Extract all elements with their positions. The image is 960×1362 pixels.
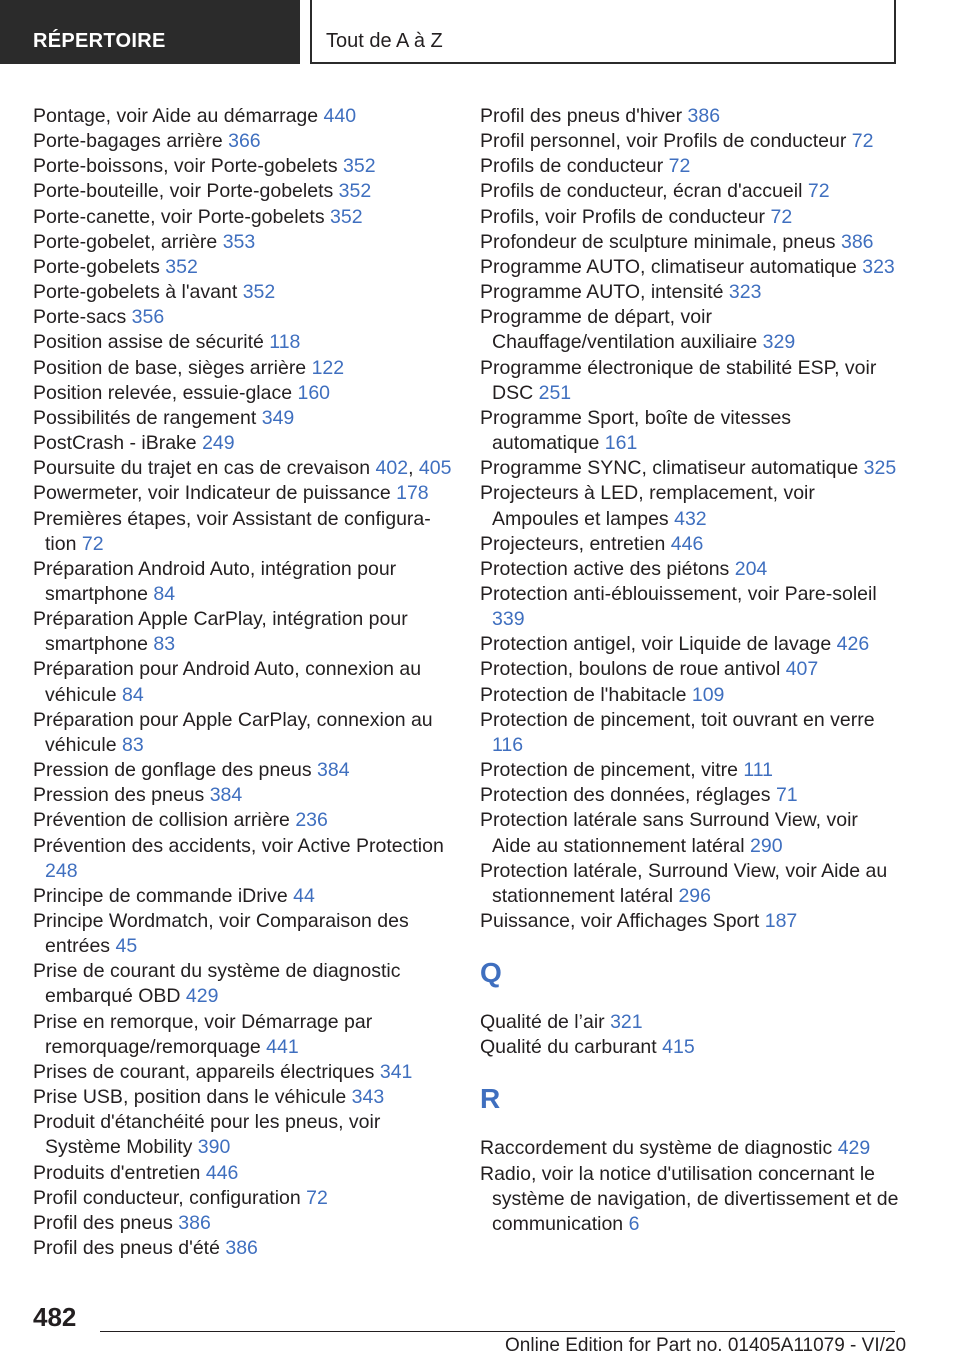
index-term: Qualité de l’air <box>480 1011 605 1034</box>
index-term: Projecteurs, entretien <box>480 532 666 555</box>
index-entry <box>33 179 453 204</box>
index-entry <box>33 884 453 909</box>
index-entry <box>33 1085 453 1110</box>
page-reference-link[interactable]: 432 <box>674 507 707 530</box>
page-reference-link[interactable]: 352 <box>330 205 363 228</box>
index-term: PostCrash - iBrake <box>33 432 197 455</box>
page-reference-link[interactable]: 323 <box>862 255 895 278</box>
page-reference-link[interactable]: 386 <box>225 1237 258 1260</box>
index-entry <box>480 305 900 355</box>
index-term: Programme AUTO, climatiseur automatique <box>480 255 857 278</box>
index-term: Porte-bagages arrière <box>33 130 223 153</box>
page-reference-link[interactable]: 352 <box>343 155 376 178</box>
index-entry <box>33 431 453 456</box>
page-reference-link[interactable]: 161 <box>604 432 638 455</box>
page-reference-link[interactable]: 352 <box>242 281 276 304</box>
index-entry <box>480 532 900 557</box>
chapter-title: Tout de A à Z <box>312 0 896 64</box>
index-entry <box>480 255 900 280</box>
index-term: Profil des pneus d'été <box>33 1237 220 1260</box>
index-term: Programme Sport, boîte de vitesses automatique <box>480 406 792 455</box>
index-entry <box>33 783 453 808</box>
index-entry <box>33 959 453 1009</box>
page-reference-link[interactable]: 426 <box>836 633 870 656</box>
index-entry <box>33 1110 453 1160</box>
index-term: Porte-boissons, voir Porte-gobelets <box>33 155 338 178</box>
index-term: Produits d'entretien <box>33 1161 201 1184</box>
index-letter-q: Q <box>480 957 502 989</box>
page-reference-link[interactable]: 83 <box>153 633 176 656</box>
index-term: Radio, voir la notice d'utilisation concernant le système de navigation, de divertissement et de communication <box>480 1162 899 1235</box>
page-reference-link[interactable]: 251 <box>538 381 572 404</box>
index-entry <box>33 1211 453 1236</box>
index-term: Préparation Apple CarPlay, intégration pour smartphone <box>33 608 408 656</box>
page-reference-link[interactable]: 384 <box>209 784 243 807</box>
index-term: Préparation Android Auto, intégration pour smartphone <box>33 557 397 605</box>
page-header <box>0 0 960 66</box>
index-group-r <box>480 1136 900 1237</box>
page-reference-link[interactable]: 296 <box>678 884 711 907</box>
footer-rule <box>100 1331 895 1332</box>
index-term: Pression de gonflage des pneus <box>33 759 312 782</box>
index-term: Puissance, voir Affichages Sport <box>480 910 760 932</box>
index-entry <box>480 356 900 406</box>
page-reference-link[interactable]: 248 <box>45 859 78 882</box>
index-term: Profils de conducteur <box>480 155 664 178</box>
page-reference-link[interactable]: 160 <box>297 381 331 404</box>
index-group-p <box>480 104 900 934</box>
index-entry <box>480 205 900 230</box>
page-reference-link[interactable]: 71 <box>775 784 798 807</box>
page-reference-link[interactable]: 386 <box>840 230 874 253</box>
index-term: Programme AUTO, intensité <box>480 281 724 304</box>
page-reference-link[interactable]: 6 <box>628 1212 640 1235</box>
index-entry <box>480 557 900 582</box>
page-reference-link[interactable]: 356 <box>131 306 165 329</box>
index-entry <box>480 129 900 154</box>
page-reference-link[interactable]: 116 <box>492 733 524 756</box>
index-term: Profils, voir Profils de conducteur <box>480 205 766 228</box>
page-reference-link[interactable]: 72 <box>306 1186 328 1209</box>
index-term: Prise de courant du système de diagnostic embarqué OBD <box>33 960 401 1008</box>
index-entry <box>480 657 900 682</box>
index-entry <box>480 683 900 708</box>
index-entry <box>480 481 900 531</box>
index-entry <box>33 230 453 255</box>
index-term: Porte-gobelets <box>33 255 160 278</box>
page-reference-link[interactable]: 352 <box>165 255 198 278</box>
index-entry <box>33 507 453 557</box>
index-entry <box>480 783 900 808</box>
page-reference-link[interactable]: 187 <box>764 910 798 932</box>
index-entry <box>480 406 900 456</box>
index-letter-r: R <box>480 1083 501 1115</box>
page-reference-link[interactable]: 45 <box>115 935 138 958</box>
index-entry <box>33 330 453 355</box>
index-term: Prévention des accidents, voir Active Protection <box>33 834 444 857</box>
page-reference-link[interactable]: 236 <box>295 809 328 832</box>
index-term: Protection de pincement, vitre <box>480 759 738 782</box>
index-entry <box>33 1236 453 1261</box>
index-entry <box>480 1035 900 1060</box>
index-entry <box>480 708 900 758</box>
index-term: Protection de pincement, toit ouvrant en verre <box>480 708 875 731</box>
index-term: Position relevée, essuie-glace <box>33 381 293 404</box>
index-entry <box>33 708 453 758</box>
page-reference-link[interactable]: 72 <box>668 155 691 178</box>
index-entry <box>480 104 900 129</box>
page-reference-link[interactable]: 429 <box>837 1137 871 1160</box>
index-entry <box>33 406 453 431</box>
index-term: Protection anti-éblouissement, voir Pare-soleil <box>480 582 877 605</box>
index-entry <box>480 808 900 858</box>
page-reference-link[interactable]: 339 <box>492 608 525 631</box>
index-term: Préparation pour Android Auto, connexion au véhicule <box>33 658 422 706</box>
index-entry <box>480 582 900 632</box>
index-term: Protection latérale sans Surround View, voir Aide au stationnement latéral <box>480 809 858 857</box>
index-term: Prise USB, position dans le véhicule <box>33 1086 347 1109</box>
page-reference-link[interactable]: 384 <box>317 759 350 782</box>
index-entry <box>33 607 453 657</box>
page-reference-link[interactable]: 405 <box>418 457 452 480</box>
page-reference-link[interactable]: 415 <box>662 1036 695 1059</box>
page-reference-link[interactable]: 290 <box>750 834 783 857</box>
index-entry <box>480 280 900 305</box>
index-entry <box>33 381 453 406</box>
index-term: Prévention de collision arrière <box>33 809 290 832</box>
index-term: Programme de départ, voir Chauffage/ventilation auxiliaire <box>480 306 758 354</box>
index-term: Principe de commande iDrive <box>33 884 288 907</box>
index-entry <box>480 909 900 934</box>
page-reference-link[interactable]: 341 <box>379 1060 413 1083</box>
page-reference-link[interactable]: 72 <box>770 205 793 228</box>
index-entry <box>480 179 900 204</box>
page-reference-link[interactable]: 407 <box>785 658 819 681</box>
page-reference-link[interactable]: 249 <box>202 432 235 455</box>
index-term: Premières étapes, voir Assistant de configuration <box>33 507 431 555</box>
index-term: Poursuite du trajet en cas de crevaison <box>33 457 371 480</box>
index-term: Profil des pneus <box>33 1211 173 1234</box>
page-reference-link[interactable]: 386 <box>178 1211 211 1234</box>
page-reference-link[interactable]: 84 <box>153 582 176 605</box>
index-term: Protection des données, réglages <box>480 784 771 807</box>
index-entry <box>33 481 453 506</box>
page-reference-link[interactable]: 83 <box>121 733 144 756</box>
index-term: Porte-bouteille, voir Porte-gobelets <box>33 180 334 203</box>
index-term: Pontage, voir Aide au démarrage <box>33 105 319 127</box>
index-term: Pression des pneus <box>33 784 205 807</box>
index-entry <box>480 1162 900 1237</box>
index-entry <box>33 205 453 230</box>
page-reference-link[interactable]: 446 <box>205 1161 239 1184</box>
index-term: Programme électronique de stabilité ESP, voir DSC <box>480 356 877 404</box>
page-number: 482 <box>33 1302 77 1332</box>
index-entry <box>480 632 900 657</box>
page-reference-link[interactable]: 390 <box>197 1136 231 1159</box>
index-column-left <box>33 104 453 1261</box>
section-tab: RÉPERTOIRE <box>0 0 300 64</box>
index-entry <box>33 657 453 707</box>
page-reference-link[interactable]: 325 <box>863 457 897 480</box>
index-term: Possibilités de rangement <box>33 406 257 429</box>
index-entry <box>480 1136 900 1161</box>
index-entry <box>480 859 900 909</box>
index-term: Protection antigel, voir Liquide de lavage <box>480 633 832 656</box>
index-term: Raccordement du système de diagnostic <box>480 1137 833 1160</box>
page-reference-link[interactable]: 440 <box>323 105 357 127</box>
index-term: Porte-sacs <box>33 306 127 329</box>
index-term: Powermeter, voir Indicateur de puissance <box>33 482 391 505</box>
index-term: Principe Wordmatch, voir Comparaison des entrées <box>33 910 409 958</box>
index-entry <box>33 1186 453 1211</box>
index-term: Programme SYNC, climatiseur automatique <box>480 457 859 480</box>
index-group-q <box>480 1010 900 1060</box>
index-entry <box>33 104 453 129</box>
index-term: Position de base, sièges arrière <box>33 356 307 379</box>
index-term: Produit d'étanchéité pour les pneus, voir Système Mobility <box>33 1111 381 1159</box>
index-term: Profil personnel, voir Profils de conducteur <box>480 130 847 153</box>
index-term: Prise en remorque, voir Démarrage par remorquage/remorquage <box>33 1010 373 1058</box>
index-term: Profil conducteur, configuration <box>33 1186 301 1209</box>
index-entry: Poursuite du trajet en cas de crevaison 402, 405 <box>33 457 452 480</box>
index-entry <box>480 154 900 179</box>
index-term: Protection active des piétons <box>480 557 730 580</box>
page-reference-link[interactable]: 44 <box>293 884 315 907</box>
index-term: Profondeur de sculpture minimale, pneus <box>480 230 836 253</box>
page-reference-link[interactable]: 349 <box>261 406 295 429</box>
index-column-right <box>480 104 900 1237</box>
page-reference-link[interactable]: 111 <box>743 759 774 782</box>
index-term: Porte-canette, voir Porte-gobelets <box>33 205 325 228</box>
index-term: Porte-gobelets à l'avant <box>33 281 238 304</box>
page-reference-link[interactable]: 323 <box>728 281 762 304</box>
index-term: Protection latérale, Surround View, voir Aide au stationnement latéral <box>480 859 888 907</box>
index-term: Profils de conducteur, écran d'accueil <box>480 180 803 203</box>
page-reference-link[interactable]: 72 <box>851 130 874 153</box>
index-entry <box>33 758 453 783</box>
page-reference-link[interactable]: 321 <box>610 1011 643 1034</box>
page-reference-link[interactable]: 366 <box>228 130 261 153</box>
index-entry <box>480 1010 900 1035</box>
page-reference-link[interactable]: 343 <box>351 1086 385 1109</box>
index-term: Préparation pour Apple CarPlay, connexion au véhicule <box>33 708 433 756</box>
page-reference-link[interactable]: 441 <box>266 1035 299 1058</box>
index-entry <box>33 356 453 381</box>
page-reference-link[interactable]: 178 <box>396 482 429 505</box>
page-reference-link[interactable]: 386 <box>687 105 721 127</box>
page-reference-link[interactable]: 429 <box>185 985 219 1008</box>
index-entry <box>33 1010 453 1060</box>
index-term: Protection de l'habitacle <box>480 683 687 706</box>
index-entry <box>33 255 453 280</box>
page-reference-link[interactable]: 402 <box>375 457 409 480</box>
page-reference-link[interactable]: 122 <box>311 356 345 379</box>
page-reference-link[interactable]: 118 <box>269 331 301 354</box>
index-entry <box>33 808 453 833</box>
index-entry <box>33 557 453 607</box>
index-term: Porte-gobelet, arrière <box>33 230 218 253</box>
index-term: Prises de courant, appareils électriques <box>33 1060 375 1083</box>
index-entry <box>33 1060 453 1085</box>
index-entry <box>33 834 453 884</box>
index-entry <box>33 154 453 179</box>
page-reference-link[interactable]: 352 <box>338 180 372 203</box>
page-reference-link[interactable]: 84 <box>121 683 144 706</box>
index-entry <box>480 758 900 783</box>
index-term: Qualité du carburant <box>480 1036 657 1059</box>
index-entry <box>33 305 453 330</box>
index-entry <box>33 280 453 305</box>
page-reference-link[interactable]: 109 <box>691 683 725 706</box>
page-reference-link[interactable]: 446 <box>670 532 704 555</box>
index-term: Protection, boulons de roue antivol <box>480 658 781 681</box>
index-term: Profil des pneus d'hiver <box>480 105 683 127</box>
page-reference-link[interactable]: 353 <box>222 230 256 253</box>
page-reference-link[interactable]: 72 <box>807 180 830 203</box>
page-reference-link[interactable]: 72 <box>81 532 104 555</box>
page-reference-link[interactable]: 329 <box>762 331 796 354</box>
index-entry <box>33 129 453 154</box>
index-entry <box>33 1161 453 1186</box>
index-entry <box>33 909 453 959</box>
page-reference-link[interactable]: 204 <box>734 557 768 580</box>
index-term: Position assise de sécurité <box>33 331 264 354</box>
index-entry <box>480 230 900 255</box>
index-term: Projecteurs à LED, remplacement, voir Ampoules et lampes <box>480 482 815 530</box>
index-entry <box>480 456 900 481</box>
footer-edition: Online Edition for Part no. 01405A11079 - VI/20 <box>505 1335 907 1356</box>
